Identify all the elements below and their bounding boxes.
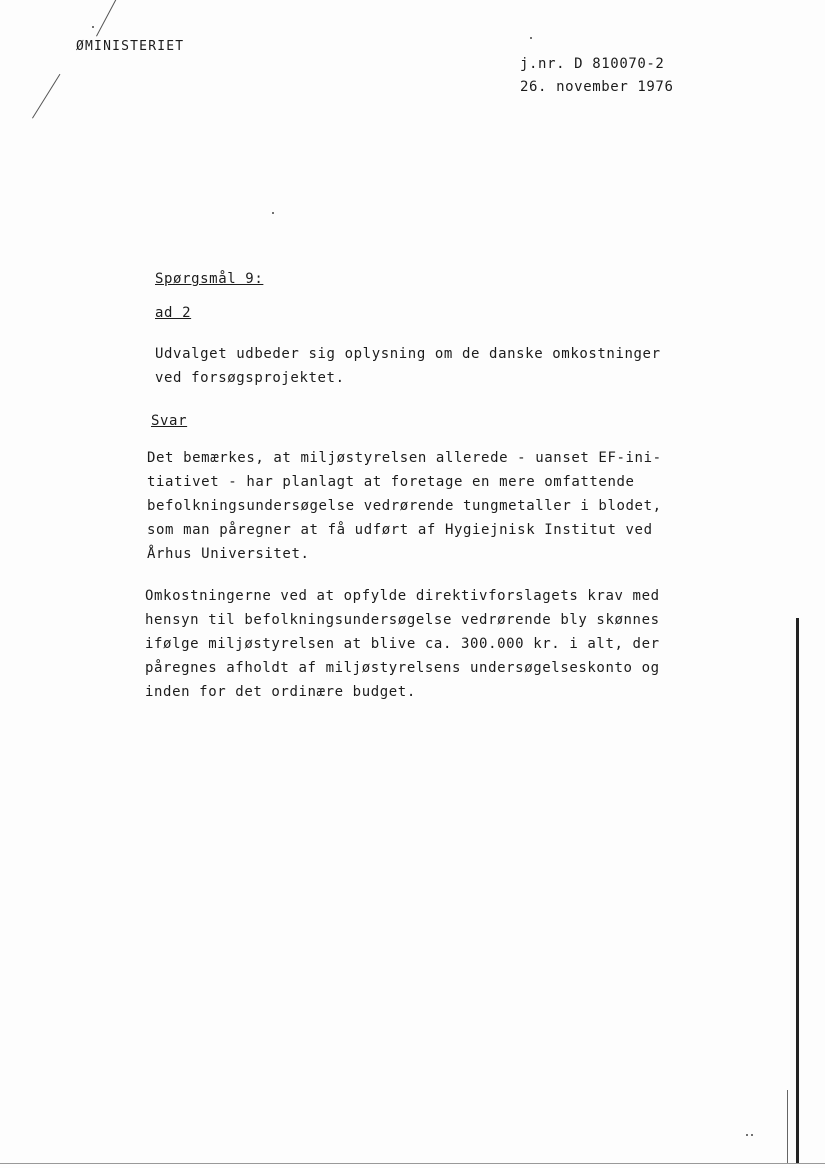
scan-edge-line-thin — [787, 1090, 788, 1163]
scan-edge-line — [796, 618, 799, 1163]
paragraph-line: Århus Universitet. — [147, 546, 310, 562]
question-line: ved forsøgsprojektet. — [155, 370, 345, 386]
answer-paragraph-1 — [147, 446, 662, 566]
paragraph-line: inden for det ordinære budget. — [145, 684, 416, 700]
paragraph-line: befolkningsundersøgelse vedrørende tungmetaller i blodet, — [147, 498, 662, 514]
paragraph-line: tiativet - har planlagt at foretage en mere omfattende — [147, 474, 635, 490]
document-date: 26. november 1976 — [520, 79, 674, 95]
question-line: Udvalget udbeder sig oplysning om de danske omkostninger — [155, 346, 661, 362]
scan-speck — [751, 1134, 753, 1136]
pen-stroke — [96, 0, 117, 36]
answer-paragraph-2 — [145, 584, 660, 704]
paragraph-line: ifølge miljøstyrelsen at blive ca. 300.000 kr. i alt, der — [145, 636, 660, 652]
scan-bottom-edge — [0, 1163, 825, 1164]
paragraph-line: hensyn til befolkningsundersøgelse vedrørende bly skønnes — [145, 612, 660, 628]
journal-number: j.nr. D 810070-2 — [520, 56, 665, 72]
question-subheading: ad 2 — [155, 305, 192, 321]
paragraph-line: Omkostningerne ved at opfylde direktivforslagets krav med — [145, 588, 660, 604]
paragraph-line: påregnes afholdt af miljøstyrelsens undersøgelseskonto og — [145, 660, 660, 676]
question-heading: Spørgsmål 9: — [155, 271, 264, 287]
scan-speck — [92, 26, 94, 28]
ministry-name: ØMINISTERIET — [76, 39, 185, 54]
pen-stroke — [32, 74, 60, 119]
paragraph-line: som man påregner at få udført af Hygiejnisk Institut ved — [147, 522, 653, 538]
scan-speck — [530, 37, 532, 39]
scan-speck — [272, 212, 274, 214]
answer-heading: Svar — [151, 413, 188, 429]
question-text — [155, 342, 661, 390]
paragraph-line: Det bemærkes, at miljøstyrelsen allerede - uanset EF-ini- — [147, 450, 662, 466]
scan-speck — [746, 1134, 748, 1136]
